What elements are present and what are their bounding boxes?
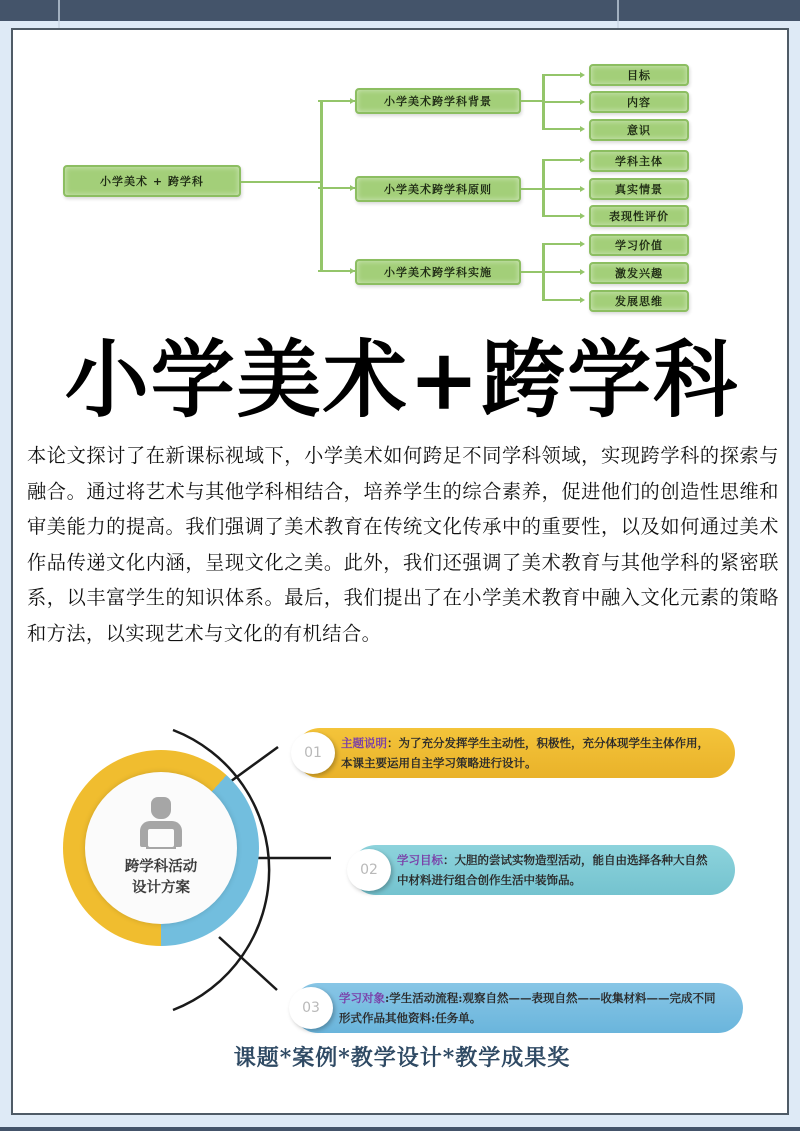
design-item-01 [295, 728, 735, 778]
item-body: 为了充分发挥学生主动性，积极性，充分体现学生主体作用，本课主要运用自主学习策略进行设计。 [341, 736, 709, 770]
arrow-icon [580, 126, 585, 132]
mindmap-leaf [589, 205, 689, 227]
arrow-icon [580, 99, 585, 105]
connector [542, 215, 582, 217]
arrow-icon [580, 186, 585, 192]
connector [542, 299, 582, 301]
mindmap-leaf [589, 290, 689, 312]
item-body: 大胆的尝试实物造型活动，能自由选择各种大自然中材料进行组合创作生活中装饰品。 [397, 853, 708, 887]
page-title: 小学美术+跨学科 [64, 330, 740, 429]
mindmap-leaf [589, 150, 689, 172]
connector [542, 128, 582, 130]
branch-label: 小学美术跨学科原则 [384, 183, 492, 196]
item-key: 主题说明 [341, 736, 387, 750]
leaf-label: 学科主体 [615, 155, 663, 168]
mindmap-leaf [589, 91, 689, 113]
leaf-label: 表现性评价 [609, 210, 669, 223]
connector [542, 271, 582, 273]
arrow-icon [580, 241, 585, 247]
bottom-bar [0, 1127, 800, 1131]
connector [521, 271, 543, 273]
center-label-line2: 设计方案 [132, 880, 190, 896]
connector [521, 100, 543, 102]
abstract-paragraph: 本论文探讨了在新课标视域下，小学美术如何跨足不同学科领域，实现跨学科的探索与融合。通过将艺术与其他学科相结合，培养学生的综合素养，促进他们的创造性思维和审美能力的提高。我们强调了美术教育在传统文化传承中的重要性，以及如何通过美术作品传递文化内涵，呈现文化之美。此外，我们还强调了美术教育与其他学科的紧密联系，以丰富学生的知识体系。最后，我们提出了在小学美术教育中融入文化元素的策略和方法，以实现艺术与文化的有机结合。 [27, 444, 779, 645]
mindmap-leaf [589, 262, 689, 284]
arrow-icon [580, 157, 585, 163]
design-item-02 [351, 845, 735, 895]
connector [542, 159, 545, 215]
connector [241, 181, 321, 183]
branch-label: 小学美术跨学科背景 [384, 95, 492, 108]
item-text [397, 850, 711, 890]
leaf-label: 学习价值 [615, 239, 663, 252]
mindmap-leaf [589, 178, 689, 200]
branch-label: 小学美术跨学科实施 [384, 266, 492, 279]
center-label-line1: 跨学科活动 [124, 859, 198, 875]
connector [542, 101, 582, 103]
mindmap-branch [355, 259, 521, 285]
arrow-icon [580, 72, 585, 78]
mindmap-root [63, 165, 241, 197]
item-number: 02 [347, 849, 391, 891]
top-bar [0, 0, 800, 21]
connector [320, 100, 323, 270]
item-text [341, 733, 711, 773]
connector [521, 188, 543, 190]
item-number: 03 [289, 987, 333, 1029]
mindmap-branch [355, 88, 521, 114]
person-laptop-icon [138, 797, 184, 851]
connector [542, 188, 582, 190]
ring-center [85, 772, 237, 924]
mindmap-leaf [589, 119, 689, 141]
arrow-icon [580, 213, 585, 219]
mindmap [13, 30, 791, 330]
leaf-label: 目标 [627, 69, 651, 82]
design-item-03 [293, 983, 743, 1033]
item-sep: ： [387, 736, 399, 750]
mindmap-root-label: 小学美术 + 跨学科 [100, 175, 204, 188]
arrow-icon [580, 297, 585, 303]
item-sep: ： [443, 853, 455, 867]
item-number: 01 [291, 732, 335, 774]
leaf-label: 发展思维 [615, 295, 663, 308]
document-page [11, 28, 789, 1115]
item-key: 学习对象 [339, 991, 385, 1005]
leaf-label: 真实情景 [615, 183, 663, 196]
mindmap-branch [355, 176, 521, 202]
leaf-label: 激发兴趣 [615, 267, 663, 280]
mindmap-leaf [589, 64, 689, 86]
item-body: 学生活动流程:观察自然——表现自然——收集材料——完成不同形式作品其他资料:任务单。 [339, 991, 716, 1025]
connector [542, 243, 582, 245]
arrow-icon [580, 269, 585, 275]
item-key: 学习目标 [397, 853, 443, 867]
item-text [339, 988, 719, 1028]
mindmap-leaf [589, 234, 689, 256]
leaf-label: 内容 [627, 96, 651, 109]
item-sep: : [385, 991, 390, 1005]
connector [542, 74, 582, 76]
leaf-label: 意识 [627, 124, 651, 137]
activity-design-diagram [13, 690, 791, 1050]
footer-tagline: 课题*案例*教学设计*教学成果奖 [233, 1045, 571, 1071]
connector [542, 159, 582, 161]
